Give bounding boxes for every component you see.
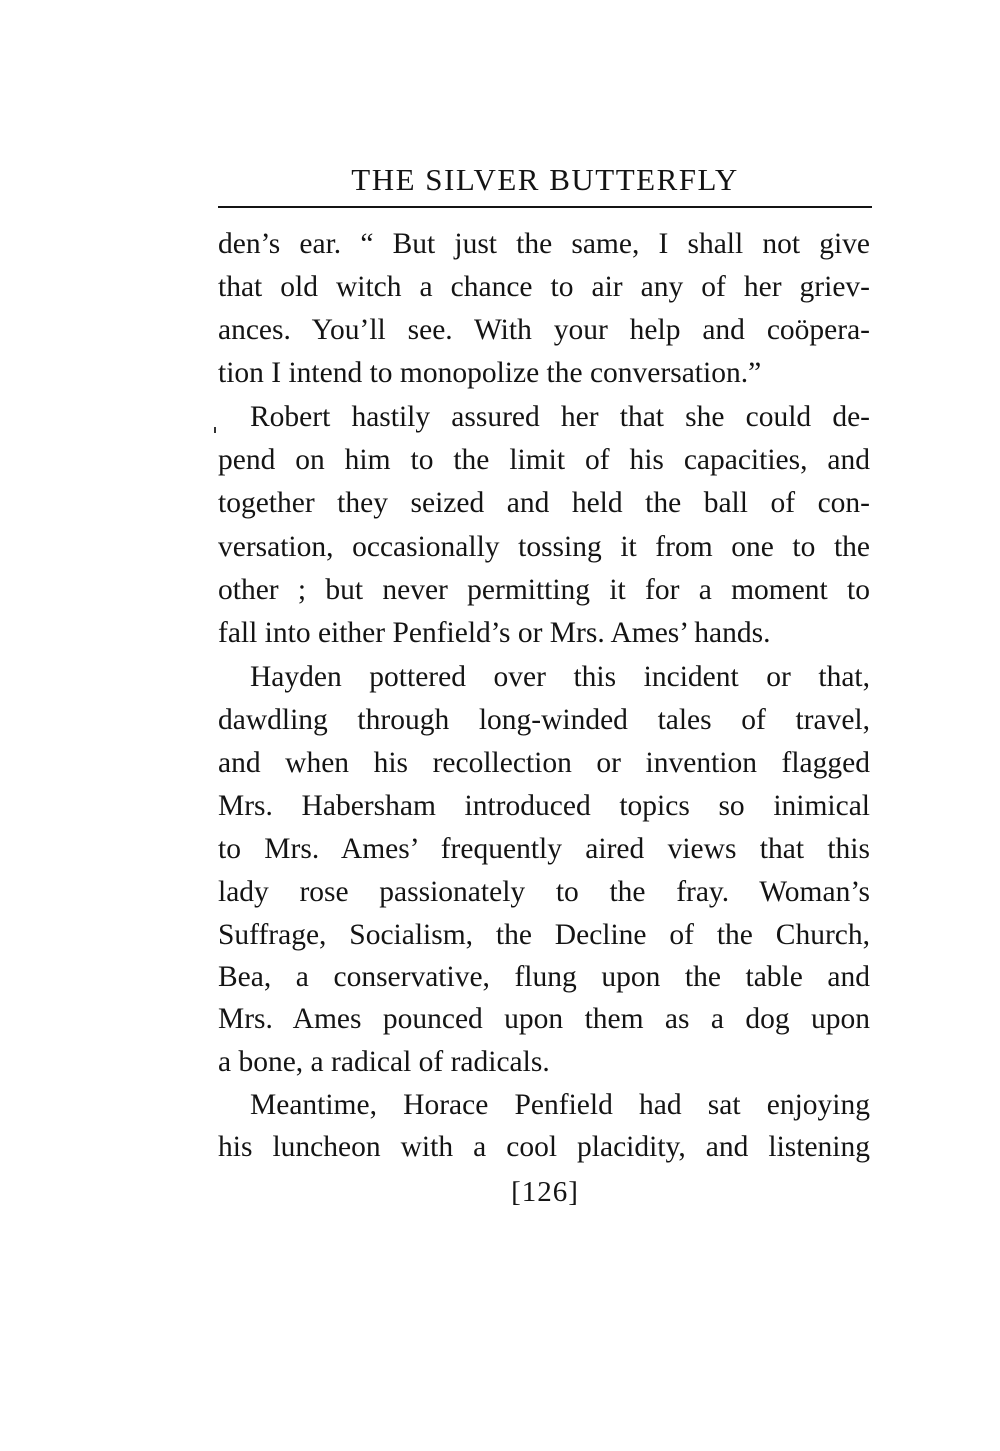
text-line: and when his recollection or invention flagged [218,747,870,779]
header-rule [218,206,872,208]
text-line: Mrs. Habersham introduced topics so inimical [218,790,870,822]
text-line: versation, occasionally tossing it from one to the [218,531,870,563]
running-head: THE SILVER BUTTERFLY [351,162,739,197]
page-number: [126] [511,1176,579,1208]
text-line: Meantime, Horace Penfield had sat enjoying [250,1089,870,1121]
text-line: lady rose passionately to the fray. Woman’s [218,876,870,908]
text-line: other ; but never permitting it for a moment to [218,574,870,606]
text-line: ances. You’ll see. With your help and coöpera- [218,314,870,346]
text-line: to Mrs. Ames’ frequently aired views that this [218,833,870,865]
text-line: together they seized and held the ball of con- [218,487,870,519]
text-line: Mrs. Ames pounced upon them as a dog upon [218,1003,870,1035]
text-line: Suffrage, Socialism, the Decline of the Church, [218,919,870,951]
text-line: his luncheon with a cool placidity, and listening [218,1131,870,1163]
text-line: Bea, a conservative, flung upon the table and [218,961,870,993]
text-line: fall into either Penfield’s or Mrs. Ames’ hands. [218,617,771,649]
text-line: pend on him to the limit of his capacities, and [218,444,870,476]
text-line: a bone, a radical of radicals. [218,1046,550,1078]
print-speck [214,427,216,433]
text-line: den’s ear. “ But just the same, I shall not give [218,228,870,260]
text-line: Robert hastily assured her that she could de- [250,401,870,433]
text-line: that old witch a chance to air any of her griev- [218,271,870,303]
text-line: tion I intend to monopolize the conversation.” [218,357,762,389]
text-line: dawdling through long-winded tales of travel, [218,704,870,736]
text-line: Hayden pottered over this incident or that, [250,661,870,693]
